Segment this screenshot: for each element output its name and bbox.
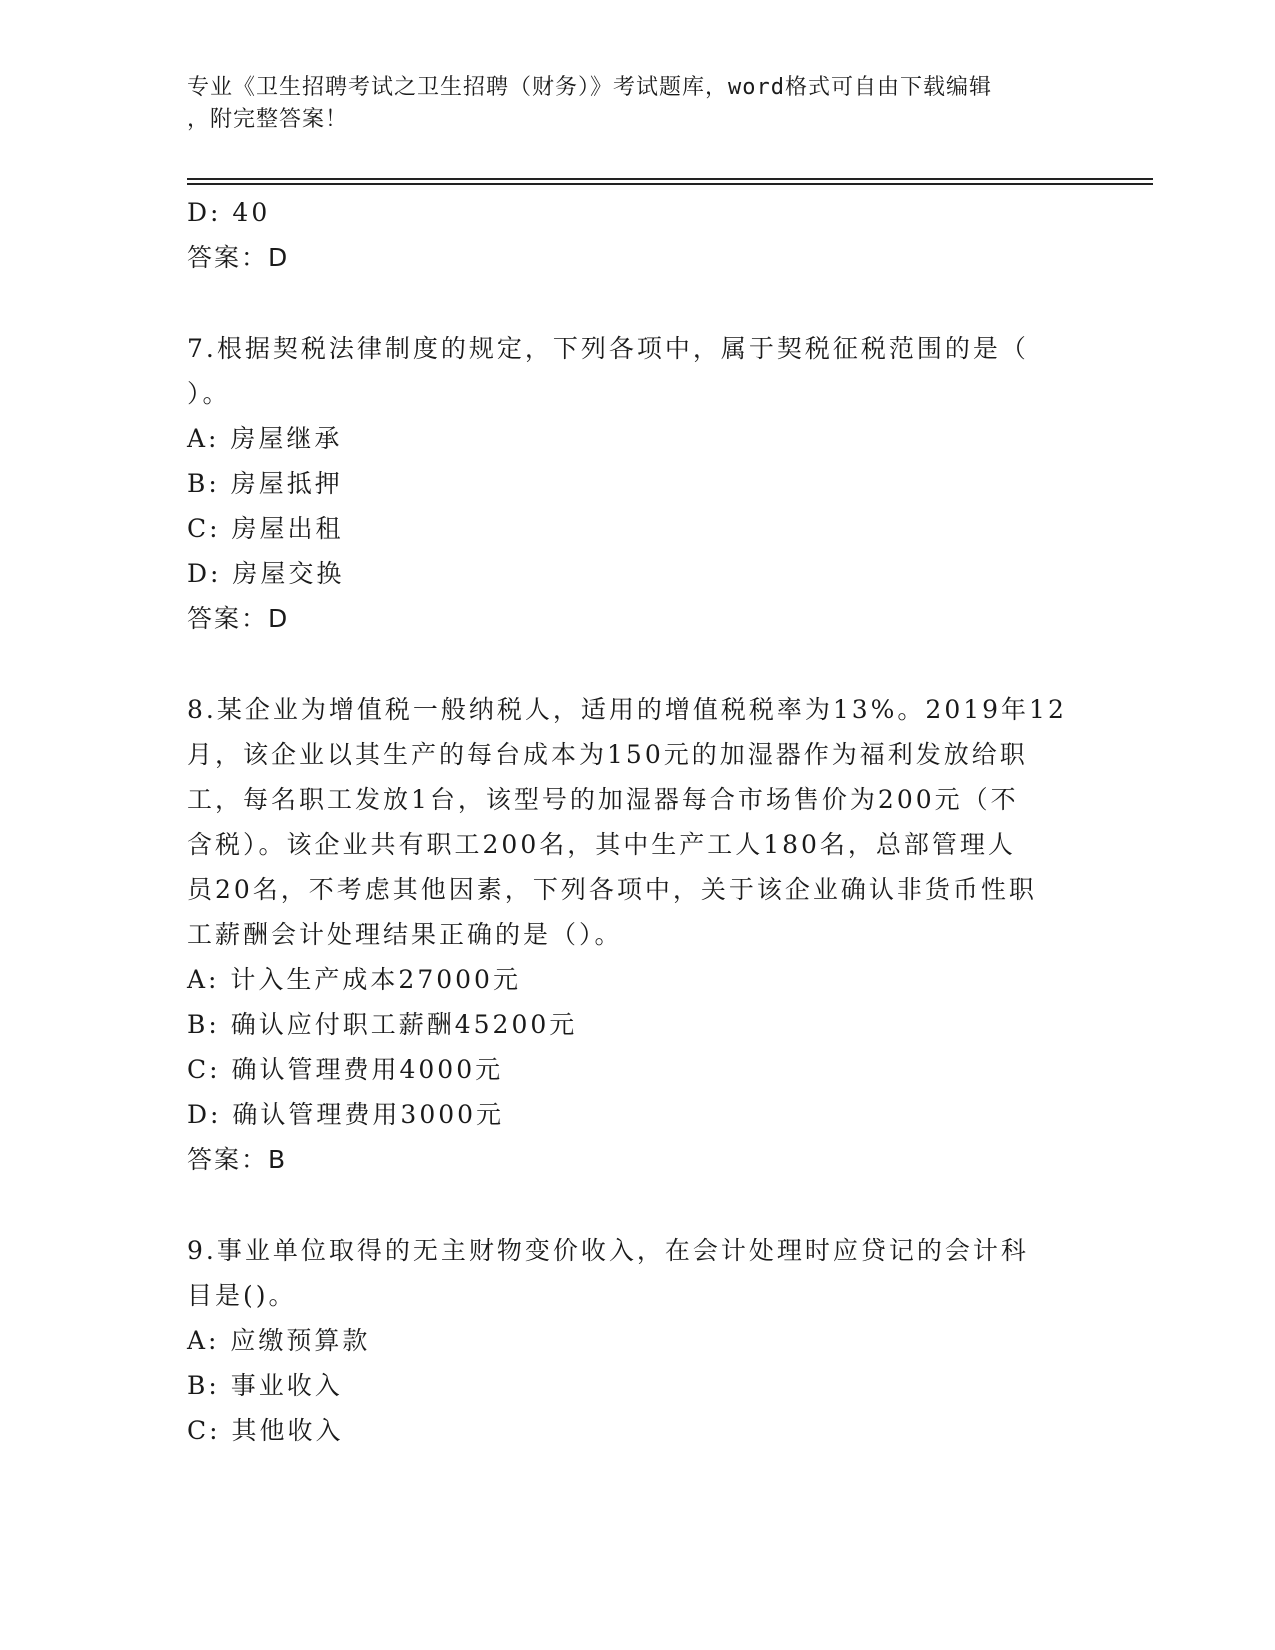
question-7-option-d: D: 房屋交换 [187, 559, 345, 588]
question-7-line-2: ）。 [187, 379, 231, 408]
question-8-line-2: 月，该企业以其生产的每台成本为150元的加湿器作为福利发放给职 [187, 740, 1028, 769]
header-rule-top [187, 178, 1153, 180]
question-8-line-3: 工，每名职工发放1台，该型号的加湿器每合市场售价为200元（不 [187, 785, 1019, 814]
header-line-1: 专业《卫生招聘考试之卫生招聘（财务）》考试题库，word格式可自由下载编辑 [187, 75, 992, 100]
question-9-option-c: C: 其他收入 [187, 1416, 344, 1445]
document-header [187, 72, 1067, 136]
question-8-line-4: 含税）。该企业共有职工200名，其中生产工人180名，总部管理人 [187, 830, 1016, 859]
question-7-answer: 答案：D [187, 604, 290, 633]
question-8-option-b: B: 确认应付职工薪酬45200元 [187, 1010, 578, 1039]
question-9-line-1: 9.事业单位取得的无主财物变价收入，在会计处理时应贷记的会计科 [187, 1236, 1029, 1265]
question-8-option-a: A: 计入生产成本27000元 [187, 965, 521, 994]
prev-answer: 答案：D [187, 243, 290, 272]
prev-option-d: D: 40 [187, 198, 271, 227]
question-8-line-1: 8.某企业为增值税一般纳税人，适用的增值税税率为13%。2019年12 [187, 695, 1067, 724]
question-8-line-5: 员20名，不考虑其他因素，下列各项中，关于该企业确认非货币性职 [187, 875, 1037, 904]
question-7-option-c: C: 房屋出租 [187, 514, 344, 543]
header-rule-bottom [187, 183, 1153, 185]
question-9 [187, 1228, 1087, 1318]
question-8-option-d: D: 确认管理费用3000元 [187, 1100, 505, 1129]
question-9-line-2: 目是()。 [187, 1281, 297, 1310]
question-8-answer: 答案：B [187, 1145, 288, 1174]
question-8-option-c: C: 确认管理费用4000元 [187, 1055, 504, 1084]
question-8 [187, 687, 1087, 957]
question-7-option-a: A: 房屋继承 [187, 424, 343, 453]
question-7 [187, 326, 1087, 416]
question-7-line-1: 7.根据契税法律制度的规定，下列各项中，属于契税征税范围的是（ [187, 334, 1029, 363]
question-7-option-b: B: 房屋抵押 [187, 469, 343, 498]
header-line-2: ，附完整答案！ [187, 107, 349, 132]
question-9-option-a: A: 应缴预算款 [187, 1326, 371, 1355]
question-9-option-b: B: 事业收入 [187, 1371, 343, 1400]
document-body [187, 190, 1087, 1453]
question-8-line-6: 工薪酬会计处理结果正确的是（）。 [187, 920, 623, 949]
